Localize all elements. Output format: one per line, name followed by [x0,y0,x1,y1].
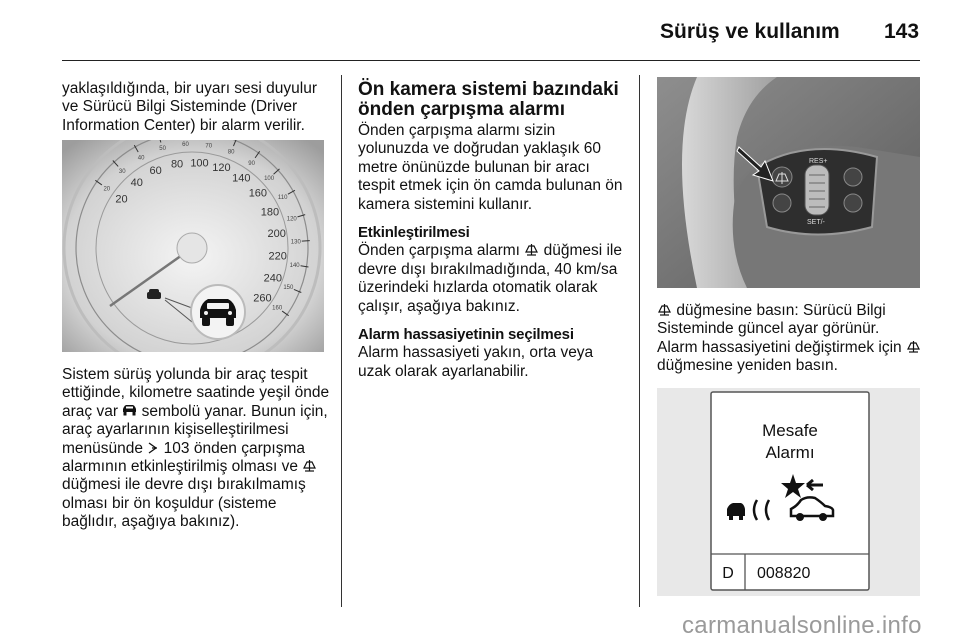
display-line-2: Alarmı [765,443,815,462]
speedometer-outer-label: 50 [159,146,166,153]
display-line-1: Mesafe [762,421,818,440]
column-2 [358,80,628,391]
speedometer-outer-label: 80 [227,149,235,156]
page-reference-icon [147,442,159,454]
speedometer-inner-label: 20 [115,193,128,206]
speedometer-inner-label: 160 [248,187,268,200]
speedometer-outer-label: 150 [283,285,294,292]
activation-paragraph: Önden çarpışma alarmı düğmesi ile devre dışı bırakılmadığında, 40 km/sa üzerindeki hızlarda otomatik olarak çalışır, aşağıya bakınız. [358,242,622,315]
speedometer-outer-label: 30 [118,168,126,175]
intro-paragraph: yaklaşıldığında, bir uyarı sesi duyulur ve Sürücü Bilgi Sisteminde (Driver Information Center) bir alarm verilir. [62,80,318,134]
speedometer-inner-label: 200 [267,228,286,241]
speedometer-inner-label: 40 [130,177,143,190]
odometer-reading: 008820 [757,565,811,582]
column-3 [657,302,922,386]
speedometer-inner-label: 140 [232,172,251,185]
speedometer-inner-label: 100 [190,157,209,170]
page-reference: 103 [163,439,190,457]
steering-wheel-illustration [657,77,920,288]
speedometer-inner-label: 220 [268,250,287,263]
button-instruction-paragraph: düğmesine basın: Sürücü Bilgi Sisteminde güncel ayar görünür. Alarm hassasiyetini değiştirmek için düğmesine yeniden basın. [657,302,922,376]
vehicle-ahead-icon [191,285,245,339]
speedometer-outer-label: 60 [182,142,189,149]
cruise-button [773,194,791,212]
speedometer-inner-label: 240 [263,272,282,285]
speedometer-inner-label: 180 [260,206,280,219]
subheading-activation: Etkinleştirilmesi [358,224,470,242]
speedometer-inner-label: 80 [170,158,184,171]
speedometer-outer-label: 70 [205,143,213,150]
speedometer-inner-label: 120 [212,162,231,175]
vehicle-ahead-paragraph: Sistem sürüş yolunda bir araç tespit ettiğinde, kilometre saatinde yeşil önde araç var sembolü yanar. Bunun için, araç ayarlarının kişiselleştirilmesi menüsünde 103 önden çarpışma alarmının etkinleştirilmiş olması ve düğmesi ile devre dışı bırakılmamış olması bir ön koşuldur (sisteme bağlıdır, aşağıya bakınız). [62,366,330,531]
scroll-wheel-control [805,165,829,215]
vehicle-ahead-icon-inline [122,404,137,417]
speedometer-illustration [62,140,324,352]
gear-indicator: D [722,565,734,582]
camera-system-paragraph: Önden çarpışma alarmı sizin yolunuzda ve doğrudan yaklaşık 60 metre önünüzde bulunan bir aracı tespit etmek için ön camda bulunan ön kamera sistemini kullanır. [358,122,623,213]
set-label: SET/- [807,219,825,226]
collision-alert-button-icon [906,340,921,353]
sensitivity-paragraph: Alarm hassasiyeti yakın, orta veya uzak olarak ayarlanabilir. [358,344,594,380]
column-1-lower [62,366,330,542]
column-divider-1 [341,75,342,607]
resume-button [844,168,862,186]
limiter-button [844,194,862,212]
steering-wheel-figure [657,77,920,288]
speedometer-outer-label: 20 [103,186,111,193]
small-car-icon [147,289,161,299]
header-section-title: Sürüş ve kullanım [660,20,840,43]
driver-info-display-figure [657,388,920,596]
speedometer-hub [177,233,207,263]
speedometer-figure [62,140,324,352]
driver-info-display [657,388,920,596]
section-title: Ön kamera sistemi bazındaki önden çarpışma alarmı [358,79,619,120]
speedometer-outer-label: 90 [248,160,255,167]
collision-alert-button-icon [302,459,317,472]
footer-watermark: carmanualsonline.info [682,612,922,639]
speedometer-outer-label: 110 [277,195,288,202]
speedometer-outer-label: 160 [272,305,283,312]
column-1 [62,80,330,145]
header-page-number: 143 [884,20,920,43]
subheading-sensitivity: Alarm hassasiyetinin seçilmesi [358,326,574,344]
speedometer-outer-label: 40 [137,155,145,162]
speedometer-inner-label: 260 [253,292,272,305]
speedometer-outer-label: 130 [290,239,301,246]
res-label: RES+ [809,158,828,165]
column-divider-2 [639,75,640,607]
speedometer-outer-label: 140 [289,262,300,269]
header-rule [62,60,920,61]
speedometer-inner-label: 60 [149,165,162,178]
collision-alert-button-icon [657,303,672,316]
speedometer-outer-label: 100 [264,176,275,183]
speedometer-outer-label: 120 [286,216,297,223]
collision-alert-button-icon [524,243,539,256]
